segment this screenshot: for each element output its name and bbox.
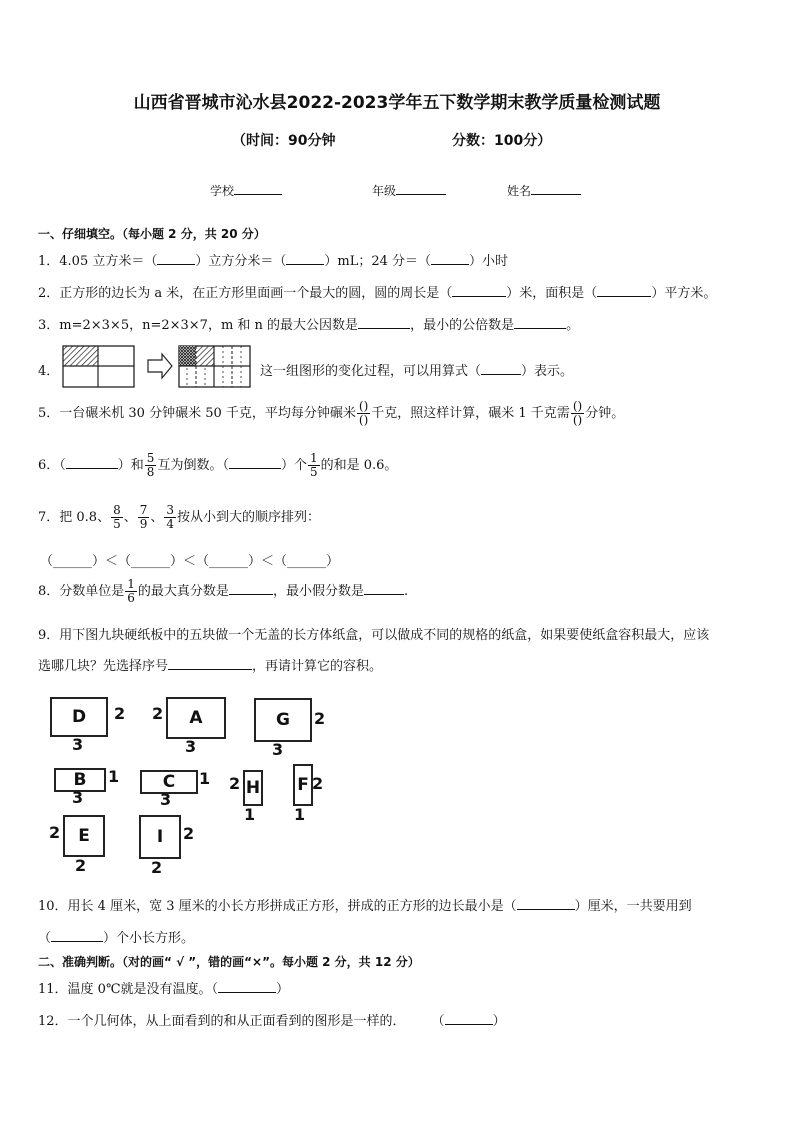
tile-e-width: 2 (75, 856, 87, 875)
question-3: 3．m=2×3×5，n=2×3×7，m 和 n 的最大公因数是 ，最小的公倍数是 。 (38, 318, 580, 333)
answer-blank[interactable] (229, 458, 281, 469)
question-8: 8．分数单位是 $\frac{1}{6}$ 的最大真分数是 ，最小假分数是 . (38, 577, 409, 605)
answer-blank[interactable] (452, 286, 506, 297)
tile-f: F (293, 764, 313, 806)
fraction-figure (62, 345, 254, 389)
question-7: 7．把 0.8、 $\frac{8}{5}$ 、 $\frac{7}{9}$ 、 $\frac{3}{4}$ 按从小到大的顺序排列： (38, 503, 321, 531)
question-1: 1．4.05 立方米＝（ ）立方分米＝（ ）mL；24 分＝（ ）小时 (38, 254, 509, 269)
answer-blank[interactable] (597, 286, 651, 297)
tile-b: B (54, 768, 106, 792)
page-title: 山西省晋城市沁水县2022-2023学年五下数学期末教学质量检测试题 (133, 93, 661, 113)
tile-d-height: 2 (114, 704, 126, 723)
tile-i: I (139, 815, 181, 859)
tile-g: G (254, 698, 312, 742)
answer-blank[interactable] (481, 364, 521, 375)
question-9-line1: 9．用下图九块硬纸板中的五块做一个无盖的长方体纸盒，可以做成不同的规格的纸盒，如果要使纸盒容积最大，应该 (38, 628, 710, 643)
tile-c-width: 3 (160, 790, 172, 809)
question-10-line2: （ ）个小长方形。 (38, 931, 195, 946)
question-4: 这一组图形的变化过程，可以用算式（ ）表示。 (260, 364, 574, 379)
tile-b-height: 1 (108, 767, 120, 786)
tile-e-height: 2 (49, 823, 61, 842)
tile-f-height: 2 (312, 774, 324, 793)
answer-blank[interactable] (157, 254, 195, 265)
question-12: 12．一个几何体，从上面看到的和从正面看到的图形是一样的． （ ） (38, 1014, 506, 1029)
answer-blank[interactable] (168, 659, 252, 670)
question-2: 2．正方形的边长为 a 米，在正方形里面画一个最大的圆，圆的周长是（ ）米，面积是（ ）平方米。 (38, 286, 717, 301)
tile-g-width: 3 (272, 740, 284, 759)
original-rectangle (63, 346, 134, 387)
section-1-heading: 一、仔细填空。（每小题 2 分，共 20 分） (38, 227, 266, 241)
answer-blank[interactable] (364, 584, 404, 595)
arrow-icon (148, 354, 172, 378)
tile-f-width: 1 (294, 805, 306, 824)
answer-blank[interactable] (431, 254, 469, 265)
tile-h: H (243, 770, 263, 806)
answer-blank[interactable] (514, 318, 566, 329)
question-9-line2: 选哪几块？先选择序号 ，再请计算它的容积。 (38, 659, 383, 674)
tile-h-width: 1 (244, 805, 256, 824)
answer-blank[interactable] (445, 1014, 493, 1025)
time-label: （时间：90分钟 (232, 133, 336, 149)
result-rectangle (179, 346, 250, 387)
tile-c-height: 1 (199, 769, 211, 788)
tile-i-height: 2 (183, 824, 195, 843)
score-label: 分数：100分） (452, 133, 552, 149)
tile-d: D (50, 697, 108, 737)
answer-blank[interactable] (286, 254, 324, 265)
answer-blank[interactable] (66, 458, 118, 469)
tile-h-height: 2 (229, 774, 241, 793)
answer-blank[interactable] (218, 982, 276, 993)
question-7-answer-row[interactable]: （______）＜（______）＜（______）＜（______） (40, 554, 340, 569)
tile-d-width: 3 (72, 735, 84, 754)
answer-blank[interactable] (51, 931, 103, 942)
question-10-line1: 10．用长 4 厘米，宽 3 厘米的小长方形拼成正方形，拼成的正方形的边长最小是（ ）厘米，一共要用到 (38, 899, 692, 914)
answer-blank[interactable] (358, 318, 410, 329)
tile-a: A (166, 697, 226, 739)
question-11: 11．温度 0℃就是没有温度。（ ） (38, 982, 290, 997)
tile-g-height: 2 (314, 709, 326, 728)
question-6: 6．（ ）和 $\frac{5}{8}$ 互为倒数。（ ）个 $\frac{1}{5}$ 的和是 0.6。 (38, 451, 398, 479)
grade-field[interactable]: 年级 (372, 182, 446, 199)
tile-a-width: 3 (185, 737, 197, 756)
tile-i-width: 2 (151, 858, 163, 877)
section-2-heading: 二、准确判断。（对的画“ √ ”，错的画“×”。每小题 2 分，共 12 分） (38, 955, 420, 969)
tile-a-height: 2 (152, 704, 164, 723)
tile-e: E (63, 815, 105, 857)
tile-b-width: 3 (72, 788, 84, 807)
name-field[interactable]: 姓名 (507, 182, 581, 199)
answer-blank[interactable] (229, 584, 273, 595)
question-4-number: 4． (38, 364, 60, 379)
question-5: 5．一台碾米机 30 分钟碾米 50 千克，平均每分钟碾米 $\frac{()}{()}$ 千克，照这样计算，碾米 1 千克需 $\frac{()}{()}$ 分钟。 (38, 399, 625, 427)
answer-blank[interactable] (517, 899, 575, 910)
school-field[interactable]: 学校 (210, 182, 282, 199)
tile-c: C (140, 770, 198, 794)
